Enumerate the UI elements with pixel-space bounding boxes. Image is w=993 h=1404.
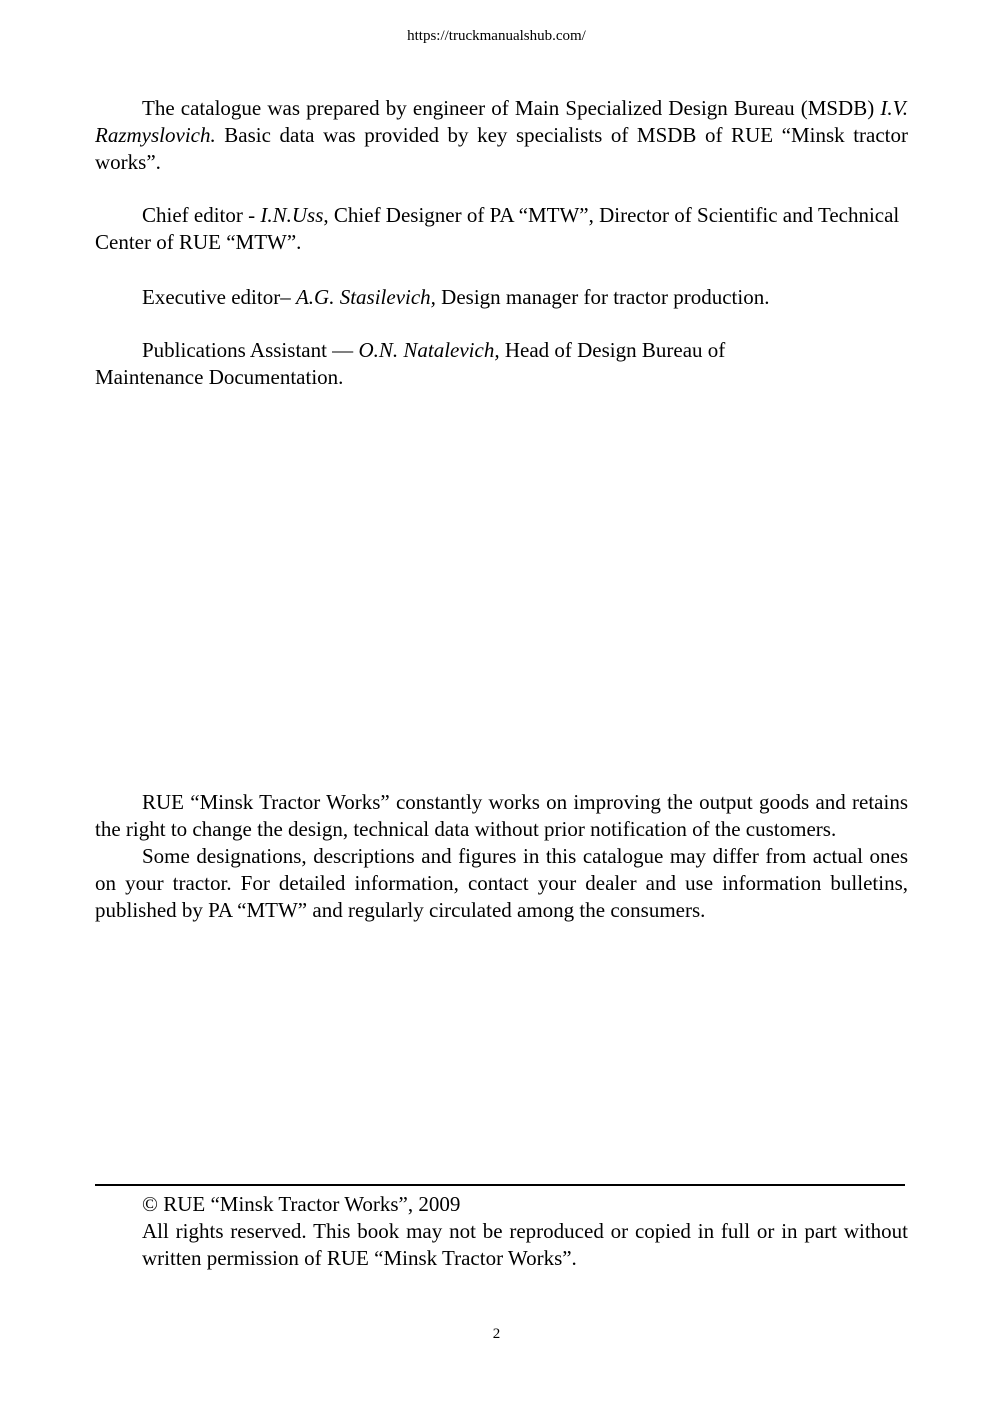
- notice-section: [95, 789, 908, 924]
- catalogue-author-name: I.V. Razmyslovich.: [95, 96, 908, 147]
- chief-editor-credit: [95, 202, 908, 256]
- publications-assistant-label: Publications Assistant —: [142, 338, 359, 362]
- chief-editor-label: Chief editor -: [142, 203, 261, 227]
- executive-editor-name: A.G. Stasilevich,: [295, 285, 436, 309]
- copyright-line: © RUE “Minsk Tractor Works”, 2009: [142, 1192, 461, 1216]
- notice-paragraph-1: RUE “Minsk Tractor Works” constantly works on improving the output goods and retains the right to change the design, technical data without prior notification of the customers.: [95, 790, 908, 841]
- rights-statement: All rights reserved. This book may not be reproduced or copied in full or in part without written permission of RUE “Minsk Tractor Works”.: [142, 1219, 908, 1270]
- publications-assistant-name: O.N. Natalevich,: [358, 338, 500, 362]
- footnote-divider: [95, 1184, 905, 1186]
- executive-editor-credit: [95, 284, 908, 311]
- executive-editor-paragraph: [95, 284, 908, 311]
- header-url: https://truckmanualshub.com/: [407, 28, 586, 44]
- chief-editor-name: I.N.Uss: [260, 203, 324, 227]
- chief-editor-text: , Chief Designer of PA “MTW”, Director of Scientific and Technical Center of RUE “MTW”.: [95, 203, 900, 254]
- executive-editor-label: Executive editor–: [142, 285, 296, 309]
- publications-assistant-paragraph: [95, 337, 815, 391]
- executive-editor-text: Design manager for tractor production.: [435, 285, 770, 309]
- notice-paragraph-2: Some designations, descriptions and figures in this catalogue may differ from actual ones on your tractor. For detailed information, contact your dealer and use information bulletins, published by PA “MTW” and regularly circulated among the consumers.: [95, 844, 908, 922]
- publications-assistant-text: Head of Design Bureau of Maintenance Documentation.: [95, 338, 726, 389]
- catalogue-credit-text-after: Basic data was provided by key specialists of MSDB of RUE “Minsk tractor works”.: [95, 123, 908, 174]
- publications-assistant-credit: [95, 337, 815, 391]
- page-number: 2: [492, 1326, 501, 1342]
- catalogue-credit: [95, 95, 908, 176]
- catalogue-credit-text: The catalogue was prepared by engineer of Main Specialized Design Bureau (MSDB): [142, 96, 881, 120]
- catalogue-credit-paragraph: [95, 95, 908, 176]
- footnote: [142, 1191, 908, 1272]
- chief-editor-paragraph: [95, 202, 908, 256]
